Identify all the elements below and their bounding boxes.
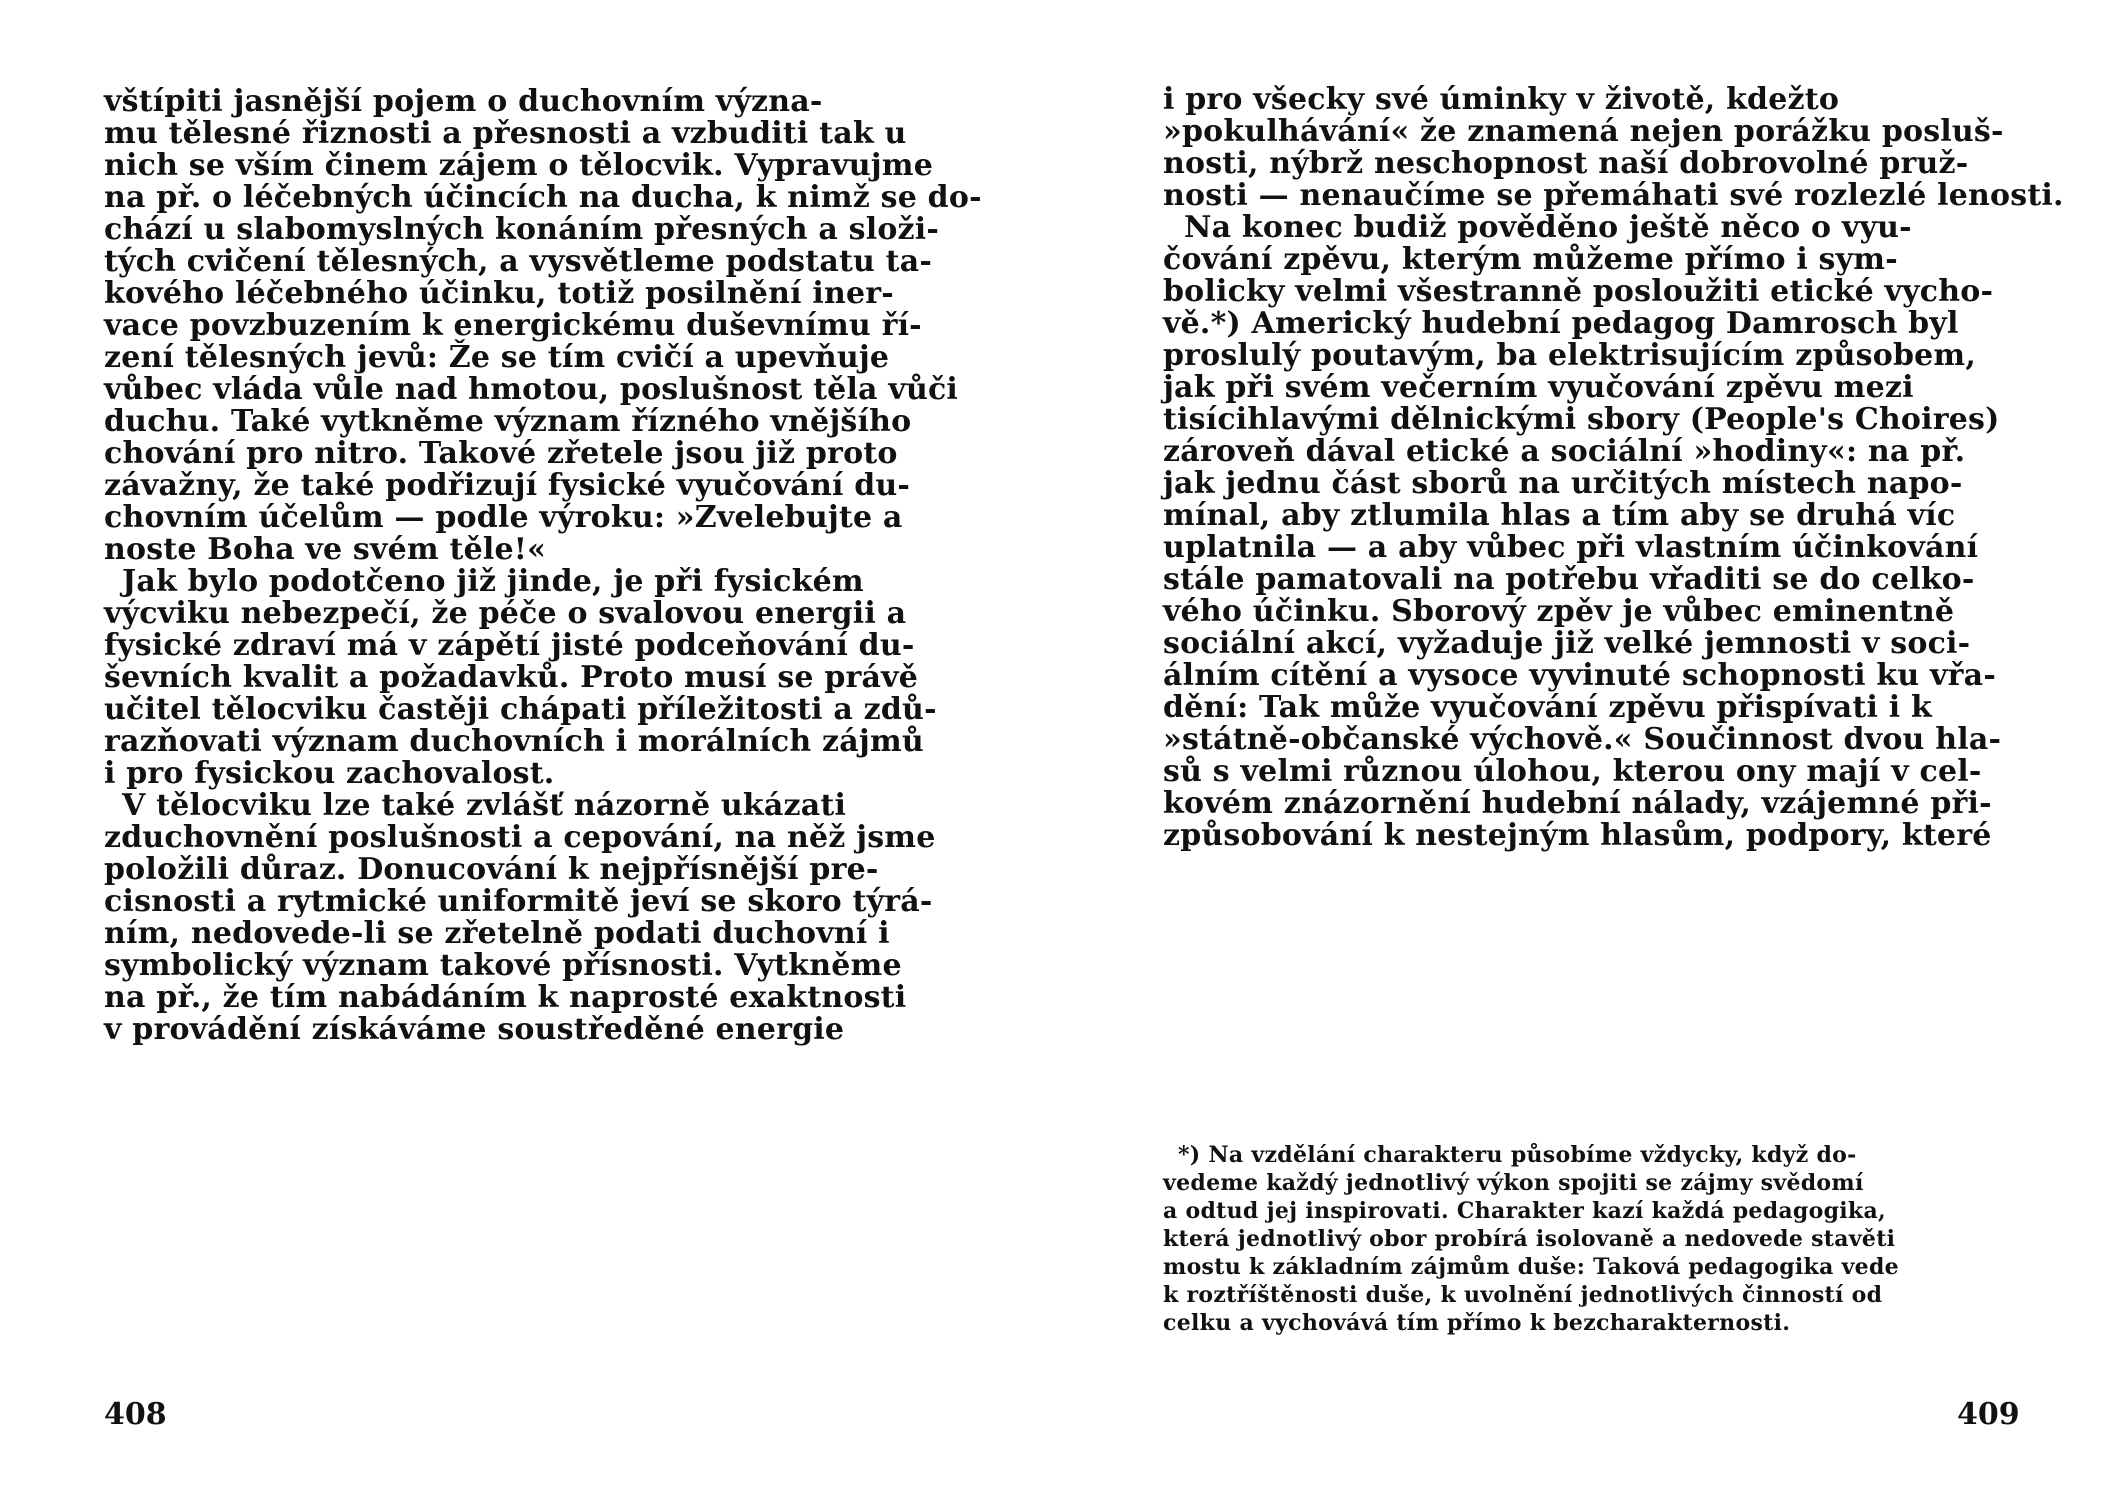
- left-line: ním, nedovede-li se zřetelně podati duchovní i: [104, 916, 890, 951]
- left-line: kového léčebného účinku, totiž posilnění iner-: [104, 276, 894, 311]
- right-line: kovém znázornění hudební nálady, vzájemné při-: [1163, 786, 1992, 821]
- right-line: čování zpěvu, kterým můžeme přímo i sym-: [1163, 242, 1898, 277]
- footnote-line: mostu k základním zájmům duše: Taková pedagogika vede: [1163, 1254, 1899, 1280]
- left-line: symbolický význam takové přísnosti. Vytkněme: [104, 948, 902, 983]
- right-line: stále pamatovali na potřebu vřaditi se do celko-: [1163, 562, 1975, 597]
- left-line: nich se vším činem zájem o tělocvik. Vypravujme: [104, 148, 934, 183]
- right-line: tisícihlavými dělnickými sbory (People's Choires): [1163, 402, 2000, 437]
- left-line: V tělocviku lze také zvlášť názorně ukázati: [122, 788, 847, 823]
- left-line: i pro fysickou zachovalost.: [104, 756, 555, 791]
- left-line: vace povzbuzením k energickému duševnímu ří-: [104, 308, 922, 343]
- footnote-line: a odtud jej inspirovati. Charakter kazí každá pedagogika,: [1163, 1198, 1886, 1224]
- left-line: závažny, že také podřizují fysické vyučování du-: [104, 468, 911, 503]
- right-line: álním cítění a vysoce vyvinuté schopnosti ku vřa-: [1163, 658, 1996, 693]
- left-line: výcviku nebezpečí, že péče o svalovou energii a: [104, 596, 907, 631]
- left-line: na př., že tím nabádáním k naprosté exaktnosti: [104, 980, 907, 1015]
- left-line: chází u slabomyslných konáním přesných a složi-: [104, 212, 940, 247]
- left-line: ševních kvalit a požadavků. Proto musí se právě: [104, 660, 919, 695]
- right-line: jak jednu část sborů na určitých místech napo-: [1163, 466, 1963, 501]
- right-line: Na konec budiž pověděno ještě něco o vyu-: [1184, 210, 1912, 245]
- left-line: razňovati význam duchovních i morálních zájmů: [104, 724, 924, 759]
- right-line: bolicky velmi všestranně posloužiti etické vycho-: [1163, 274, 1994, 309]
- left-line: chování pro nitro. Takové zřetele jsou již proto: [104, 436, 898, 471]
- footnote-line: celku a vychovává tím přímo k bezcharakternosti.: [1163, 1310, 1791, 1336]
- footnote-line: *) Na vzdělání charakteru působíme vždycky, když do-: [1178, 1142, 1857, 1168]
- right-line: uplatnila — a aby vůbec při vlastním účinkování: [1163, 530, 1979, 565]
- left-line: vštípiti jasnější pojem o duchovním význa-: [104, 84, 823, 119]
- right-line: nosti — nenaučíme se přemáhati své rozlezlé lenosti.: [1163, 178, 2064, 213]
- left-line: noste Boha ve svém těle!«: [104, 532, 547, 567]
- right-line: vého účinku. Sborový zpěv je vůbec eminentně: [1163, 594, 1955, 629]
- right-line: sociální akcí, vyžaduje již velké jemnosti v soci-: [1163, 626, 1971, 661]
- right-line: »státně-občanské výchově.« Součinnost dvou hla-: [1163, 722, 2002, 757]
- left-line: položili důraz. Donucování k nejpřísnější pre-: [104, 852, 879, 887]
- right-line: sů s velmi různou úlohou, kterou ony mají v cel-: [1163, 754, 1982, 789]
- left-line: chovním účelům — podle výroku: »Zvelebujte a: [104, 500, 903, 535]
- left-line: fysické zdraví má v zápětí jisté podceňování du-: [104, 628, 915, 663]
- left-line: zení tělesných jevů: Že se tím cvičí a upevňuje: [104, 340, 890, 375]
- right-line: proslulý poutavým, ba elektrisujícím způsobem,: [1163, 338, 1977, 373]
- right-line: zároveň dával etické a sociální »hodiny«: na př.: [1163, 434, 1966, 469]
- right-page: [1052, 0, 2104, 1500]
- left-line: mu tělesné řiznosti a přesnosti a vzbuditi tak u: [104, 116, 907, 151]
- footnote-line: vedeme každý jednotlivý výkon spojiti se zájmy svědomí: [1163, 1170, 1864, 1196]
- page-number: 409: [1957, 1397, 2020, 1432]
- left-line: na př. o léčebných účincích na ducha, k nimž se do-: [104, 180, 982, 215]
- right-line: »pokulhávání« že znamená nejen porážku posluš-: [1163, 114, 2004, 149]
- left-line: učitel tělocviku častěji chápati příležitosti a zdů-: [104, 692, 937, 727]
- left-line: vůbec vláda vůle nad hmotou, poslušnost těla vůči: [104, 372, 959, 407]
- left-line: duchu. Také vytkněme význam řízného vnějšího: [104, 404, 912, 439]
- left-line: v provádění získáváme soustředěné energie: [104, 1012, 845, 1047]
- right-line: nosti, nýbrž neschopnost naší dobrovolné pruž-: [1163, 146, 1969, 181]
- footnote-line: která jednotlivý obor probírá isolovaně a nedovede stavěti: [1163, 1226, 1896, 1252]
- right-line: dění: Tak může vyučování zpěvu přispívati i k: [1163, 690, 1932, 725]
- right-line: i pro všecky své úminky v životě, kdežto: [1163, 82, 1840, 117]
- right-line: vě.*) Americký hudební pedagog Damrosch byl: [1163, 306, 1959, 341]
- left-line: cisnosti a rytmické uniformitě jeví se skoro týrá-: [104, 884, 933, 919]
- left-line: zduchovnění poslušnosti a cepování, na něž jsme: [104, 820, 936, 855]
- right-line: mínal, aby ztlumila hlas a tím aby se druhá víc: [1163, 498, 1956, 533]
- right-line: způsobování k nestejným hlasům, podpory, které: [1163, 818, 1992, 853]
- footnote-line: k roztříštěnosti duše, k uvolnění jednotlivých činností od: [1163, 1282, 1883, 1308]
- right-line: jak při svém večerním vyučování zpěvu mezi: [1163, 370, 1914, 405]
- page-number: 408: [104, 1397, 167, 1432]
- left-line: tých cvičení tělesných, a vysvětleme podstatu ta-: [104, 244, 933, 279]
- left-line: Jak bylo podotčeno již jinde, je při fysickém: [122, 564, 864, 599]
